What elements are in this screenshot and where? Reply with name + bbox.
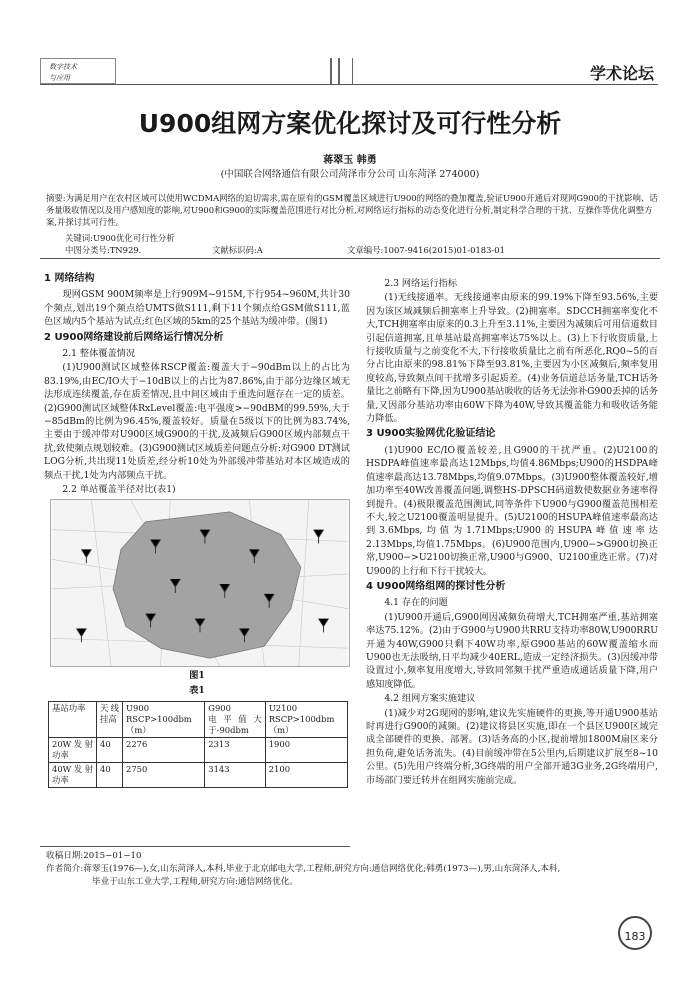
logo-line2: 与应用 <box>49 74 70 82</box>
logo-line1: 数字技术 <box>49 63 77 71</box>
header-divider <box>330 58 332 84</box>
subsection-heading: 2.1 整体覆盖情况 <box>62 348 136 360</box>
authors: 蒋翠玉 韩勇 <box>323 155 377 166</box>
meta-rule <box>40 258 660 259</box>
paragraph: (1)U900测试区域整体RSCP覆盖:覆盖大于−90dBm以上的占比为83.19%,由EC/IO大于−10dB以上的占比为87.86%,由于部分边缘区域无法形成连续覆盖,存在质差情况,且中间区域由于重选问题存在一定的质差。(2)G900测试区域整体RxLevel覆盖:电平强度>−90dBM的99.59%,大于−85dBm的比例为96.45%,覆盖较好。质量在5级以下的比例为83.74%,主要由于缓冲带对U900区域G900的干扰,及减频后G900区域内部频点干扰,致使频点规划较难。(3)G900测试区域质差问题点分析:对G900 DT测试LOG分析,共出现11处质差,经分析10处为外部缓冲带基站对本区域造成的频点干扰,1处为内部频点干扰。 <box>44 362 350 481</box>
table-cell: 2313 <box>205 738 265 763</box>
table-row <box>49 738 348 763</box>
author-bio: 作者简介:蒋翠玉(1976—),女,山东菏泽人,本科,毕业于北京邮电大学,工程师,研究方向:通信网络优化;韩勇(1973—),男,山东菏泽人,本科, <box>46 864 561 874</box>
table-header-row <box>49 702 348 738</box>
col-title: U2100 <box>268 703 298 714</box>
paragraph: (1)减少对2G现网的影响,建议先实施硬件的更换,等开通U900基站时再进行G900的减频。(2)建议将县区实施,即在一个县区U900区域完成全部硬件的更换、部署。(3)话务高的小区,提前增加1800M扇区来分担负荷,避免话务流失。(4)目前缓冲带在5公里内,后期建议扩展至8~10公里。(5)先用户终端分析,3G终端的用户全部开通3G业务,2G终端用户,市场部门要迁转并在组网实施前完成。 <box>366 707 658 786</box>
paragraph: (1)U900开通后,G900网因减频负荷增大,TCH拥塞严重,基站拥塞率达75.12%。(2)由于G900与U900共RRU支持功率80W,U900RRU开通为40W,G900只剩下40W功率,原G900基站的60W覆盖缩水而U900也无法吸纳,日平均减少40ERL,造成一定经济损失。(3)因缓冲带设置过小,频率复用度增大,导致同邻频干扰严重造成通话质量下降,用户感知度降低。 <box>366 611 658 690</box>
paragraph: (1)无线接通率。无线接通率由原来的99.19%下降至93.56%,主要因为该区域减频后拥塞率上升导致。(2)拥塞率。SDCCH拥塞率变化不大,TCH拥塞率由原来的0.3上升至3.11%,主要因为减频后可用信道数目引起信道拥塞,且单基站最高拥塞率达75%以上。(3)上下行收资质量,上行接收质量与之前变化不大,下行接收质量比之前有所恶化,RQ0~5的百分占比由原来的98.81%下降至93.81%,主要因为小区减频后,频率复用度较高,导致频点间干扰增多引起质差。(4)业务信道总话务量,TCH话务量比之前略有下降,因为U900基站吸收的话务无法弥补G900丢掉的话务量,又因部分基站功率由60W下降为40W,导致其覆盖能力和吸收话务能力降低。 <box>366 292 658 425</box>
received-date: 收稿日期:2015−01−10 <box>46 851 142 861</box>
col-subtitle: RSCP>100dbm（m） <box>268 714 335 736</box>
left-column <box>44 270 350 788</box>
right-column <box>366 276 658 788</box>
coverage-map-figure <box>50 499 350 667</box>
table-cell: 基站功率 <box>49 702 97 738</box>
col-title: G900 <box>208 703 231 714</box>
col-subtitle: 电平值大于-90dbm <box>208 714 262 736</box>
table-caption: 表1 <box>189 684 205 696</box>
section-heading: 1 网络结构 <box>44 273 95 284</box>
affiliation: (中国联合网络通信有限公司菏泽市分公司 山东菏泽 274000) <box>220 169 480 180</box>
page-header <box>40 58 658 84</box>
col-subtitle: RSCP>100dbm（m） <box>126 714 192 736</box>
page-number: 183 <box>618 916 652 950</box>
col-title: U900 <box>126 703 150 714</box>
coverage-table <box>48 701 348 788</box>
article-number: 文章编号:1007-9416(2015)01-0183-01 <box>347 245 505 255</box>
article-title: U900组网方案优化探讨及可行性分析 <box>138 109 562 138</box>
journal-logo <box>40 58 116 84</box>
table-row <box>49 763 348 788</box>
table-cell: 2750 <box>123 763 205 788</box>
paragraph: 现网GSM 900M频率是上行909M~915M,下行954~960M,共计30个频点,划出19个频点给UMTS做S111,剩下11个频点给GSM做S111,蓝色区域内5个基站为试点;红色区域的5km的25个基站为缓冲带。(图1) <box>44 289 350 328</box>
footnotes <box>46 850 658 889</box>
table-cell: 2276 <box>123 738 205 763</box>
table-cell: 40 <box>97 738 123 763</box>
subsection-heading: 2.2 单站覆盖半径对比(表1) <box>62 484 176 496</box>
header-divider <box>352 58 353 84</box>
subsection-heading: 4.2 组网方案实施建议 <box>384 693 476 705</box>
figure-caption: 图1 <box>189 669 205 681</box>
keywords: 关键词:U900优化可行性分析 <box>65 233 175 243</box>
document-code: 文献标识码:A <box>212 245 263 255</box>
table-cell: 40 <box>97 763 123 788</box>
subsection-heading: 2.3 网络运行指标 <box>384 278 458 289</box>
table-cell <box>265 702 347 738</box>
header-divider <box>338 58 340 84</box>
section-heading: 2 U900网络建设前后网络运行情况分析 <box>44 331 224 343</box>
footnote-rule <box>40 846 350 847</box>
section-title: 学术论坛 <box>589 64 654 83</box>
table-cell: 40W发射功率 <box>49 763 97 788</box>
table-cell: 2100 <box>265 763 347 788</box>
table-cell: 20W发射功率 <box>49 738 97 763</box>
abstract: 摘要:为满足用户在农村区域可以使用WCDMA网络的迫切需求,需在原有的GSM覆盖区域进行U900的网络的叠加覆盖,验证U900开通后对现网G900的干扰影响、话务量吸收情况以及用户感知度的影响,对U900和G900的实际覆盖范围进行对比分析,对网络运行指标的动态变化进行分析,制定科学合理的干扰、互操作等优化调整方案,并探讨其可行性。 <box>46 193 658 227</box>
section-heading: 3 U900实验网优化验证结论 <box>366 428 496 440</box>
clc-number: 中图分类号:TN929. <box>65 245 142 255</box>
paragraph: (1)U900 EC/IO覆盖较差,且G900的干扰严重。(2)U2100的HSDPA峰值速率最高达12Mbps,均值4.86Mbps;U900的HSDPA峰值速率最高达13.78Mbps,均值9.07Mbps。(3)U900整体覆盖较好,增加功率至40W改善覆盖问题,调整HS-DPSCH码道数使数据业务速率得到提升。(4)极限覆盖范围测试,同等条件下U900与G900覆盖范围相差不大,较之U2100覆盖明显提升。(5)U2100的HSUPA峰值速率最高达到3.6Mbps,均值为1.71Mbps;U900的HSUPA峰值速率达2.13Mbps,均值1.75Mbps。(6)U900范围内,U900−>G900切换正常,U900−>U2100切换正常,U900与G900、U2100重选正常。(7)对U900的上行和下行干扰较大。 <box>366 444 658 577</box>
table-cell <box>123 702 205 738</box>
table-cell <box>205 702 265 738</box>
table-cell: 天线挂高 <box>97 702 123 738</box>
author-bio-cont: 毕业于山东工业大学,工程师,研究方向:通信网络优化。 <box>92 877 299 887</box>
table-cell: 1900 <box>265 738 347 763</box>
header-rule <box>40 84 658 85</box>
subsection-heading: 4.1 存在的问题 <box>384 597 448 609</box>
table-cell: 3143 <box>205 763 265 788</box>
section-heading: 4 U900网络组网的探讨性分析 <box>366 580 506 592</box>
